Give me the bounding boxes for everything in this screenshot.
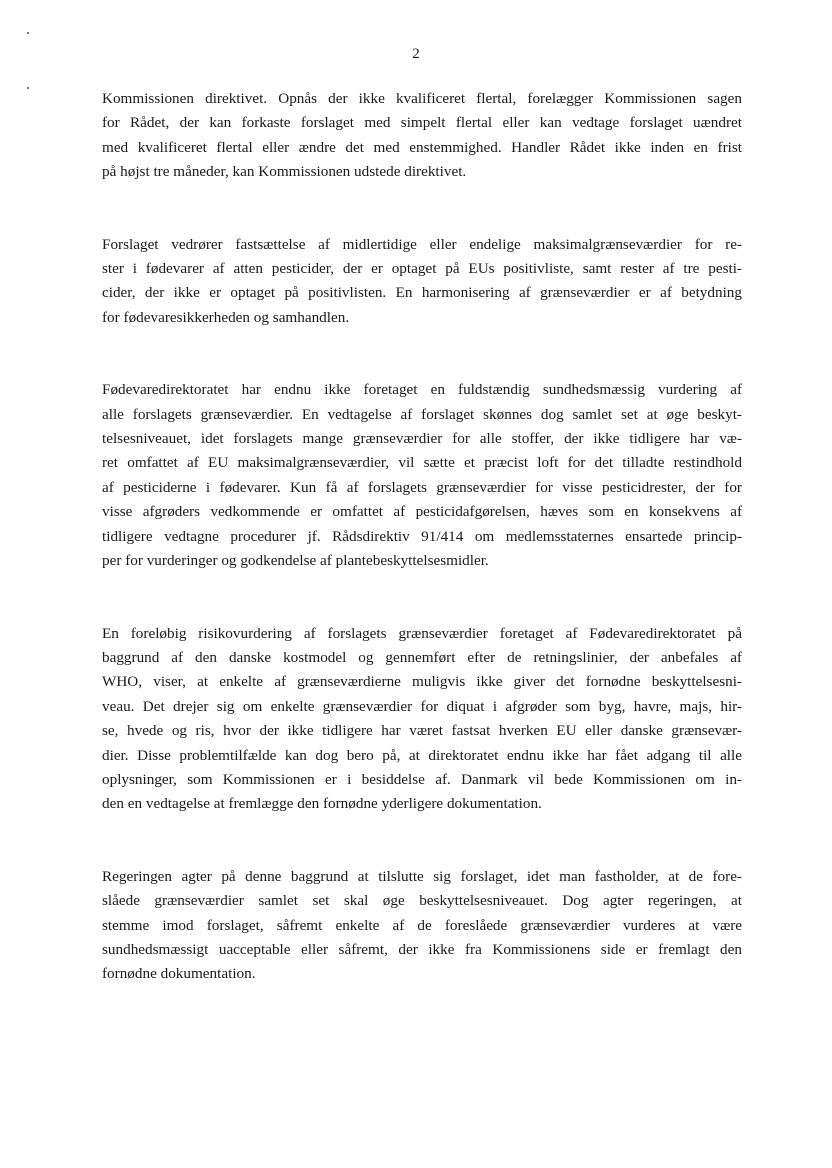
- text-line: telsesniveauet, idet forslagets mange grænseværdier for alle stoffer, der ikke tidligere har væ-: [102, 430, 742, 448]
- scan-speck: [27, 32, 29, 34]
- paragraph-health-assessment: [102, 378, 742, 573]
- text-line: for Rådet, der kan forkaste forslaget med simpelt flertal eller kan vedtage forslaget uændret: [102, 114, 742, 132]
- text-line: fornødne dokumentation.: [102, 965, 256, 983]
- text-line: Forslaget vedrører fastsættelse af midlertidige eller endelige maksimalgrænseværdier for re-: [102, 235, 742, 253]
- text-line: baggrund af den danske kostmodel og gennemført efter de retningslinier, der anbefales af: [102, 648, 742, 666]
- paragraph-proposal-scope: [102, 233, 742, 331]
- text-line: af pesticiderne i fødevarer. Kun få af forslagets grænseværdier for visse pesticidrester, der for: [102, 478, 742, 496]
- page-number: 2: [412, 46, 420, 62]
- text-line: den en vedtagelse at fremlægge den fornødne yderligere dokumentation.: [102, 795, 542, 813]
- paragraph-risk-assessment: [102, 622, 742, 817]
- text-line: Kommissionen direktivet. Opnås der ikke kvalificeret flertal, forelægger Kommissionen sagen: [102, 90, 742, 107]
- text-line: se, hvede og ris, hvor der ikke tidligere har været fastsat hverken EU eller danske grænsevær-: [102, 722, 742, 740]
- text-line: sundhedsmæssigt uacceptable eller såfremt, der ikke fra Kommissionens side er fremlagt den: [102, 940, 742, 958]
- text-line: ret omfattet af EU maksimalgrænseværdier, vil sætte et præcist loft for det tilladte restindhold: [102, 454, 742, 472]
- text-line: per for vurderinger og godkendelse af plantebeskyttelsesmidler.: [102, 552, 489, 570]
- text-line: med kvalificeret flertal eller ændre det med enstemmighed. Handler Rådet ikke inden en frist: [102, 138, 742, 156]
- text-line: veau. Det drejer sig om enkelte grænseværdier for diquat i afgrøder som byg, havre, majs, hir-: [102, 697, 742, 715]
- scan-speck: [27, 87, 29, 89]
- text-line: på højst tre måneder, kan Kommissionen udstede direktivet.: [102, 163, 467, 181]
- text-line: tidligere vedtagne procedurer jf. Rådsdirektiv 91/414 om medlemsstaternes ensartede princip-: [102, 527, 742, 545]
- text-line: dier. Disse problemtilfælde kan dog bero på, at direktoratet endnu ikke har fået adgang til alle: [102, 746, 742, 764]
- text-line: visse afgrøders vedkommende er omfattet af pesticidafgørelsen, hæves som en konsekvens af: [102, 503, 742, 521]
- text-line: stemme imod forslaget, såfremt enkelte af de foreslåede grænseværdier vurderes at være: [102, 916, 742, 934]
- text-line: oplysninger, som Kommissionen er i besiddelse af. Danmark vil bede Kommissionen om in-: [102, 770, 742, 788]
- text-line: En foreløbig risikovurdering af forslagets grænseværdier foretaget af Fødevaredirektoratet på: [102, 624, 742, 642]
- text-line: alle forslagets grænseværdier. En vedtagelse af forslaget skønnes dog samlet set at øge beskyt-: [102, 405, 742, 423]
- text-line: cider, der ikke er optaget på positivlisten. En harmonisering af grænseværdier er af betydning: [102, 284, 742, 302]
- text-line: Regeringen agter på denne baggrund at tilslutte sig forslaget, idet man fastholder, at de fore-: [102, 867, 742, 885]
- text-line: ster i fødevarer af atten pesticider, der er optaget på EUs positivliste, samt rester af tre pesti-: [102, 260, 742, 278]
- paragraph-voting-procedure: [102, 87, 742, 185]
- text-line: WHO, viser, at enkelte af grænseværdierne muligvis ikke giver det fornødne beskyttelsesni-: [102, 673, 742, 691]
- paragraph-government-position: [102, 865, 742, 987]
- text-line: slåede grænseværdier samlet set skal øge beskyttelsesniveauet. Dog agter regeringen, at: [102, 892, 742, 910]
- text-line: for fødevaresikkerheden og samhandlen.: [102, 308, 350, 326]
- body-text: [102, 87, 742, 987]
- text-line: Fødevaredirektoratet har endnu ikke foretaget en fuldstændig sundhedsmæssig vurdering af: [102, 381, 742, 399]
